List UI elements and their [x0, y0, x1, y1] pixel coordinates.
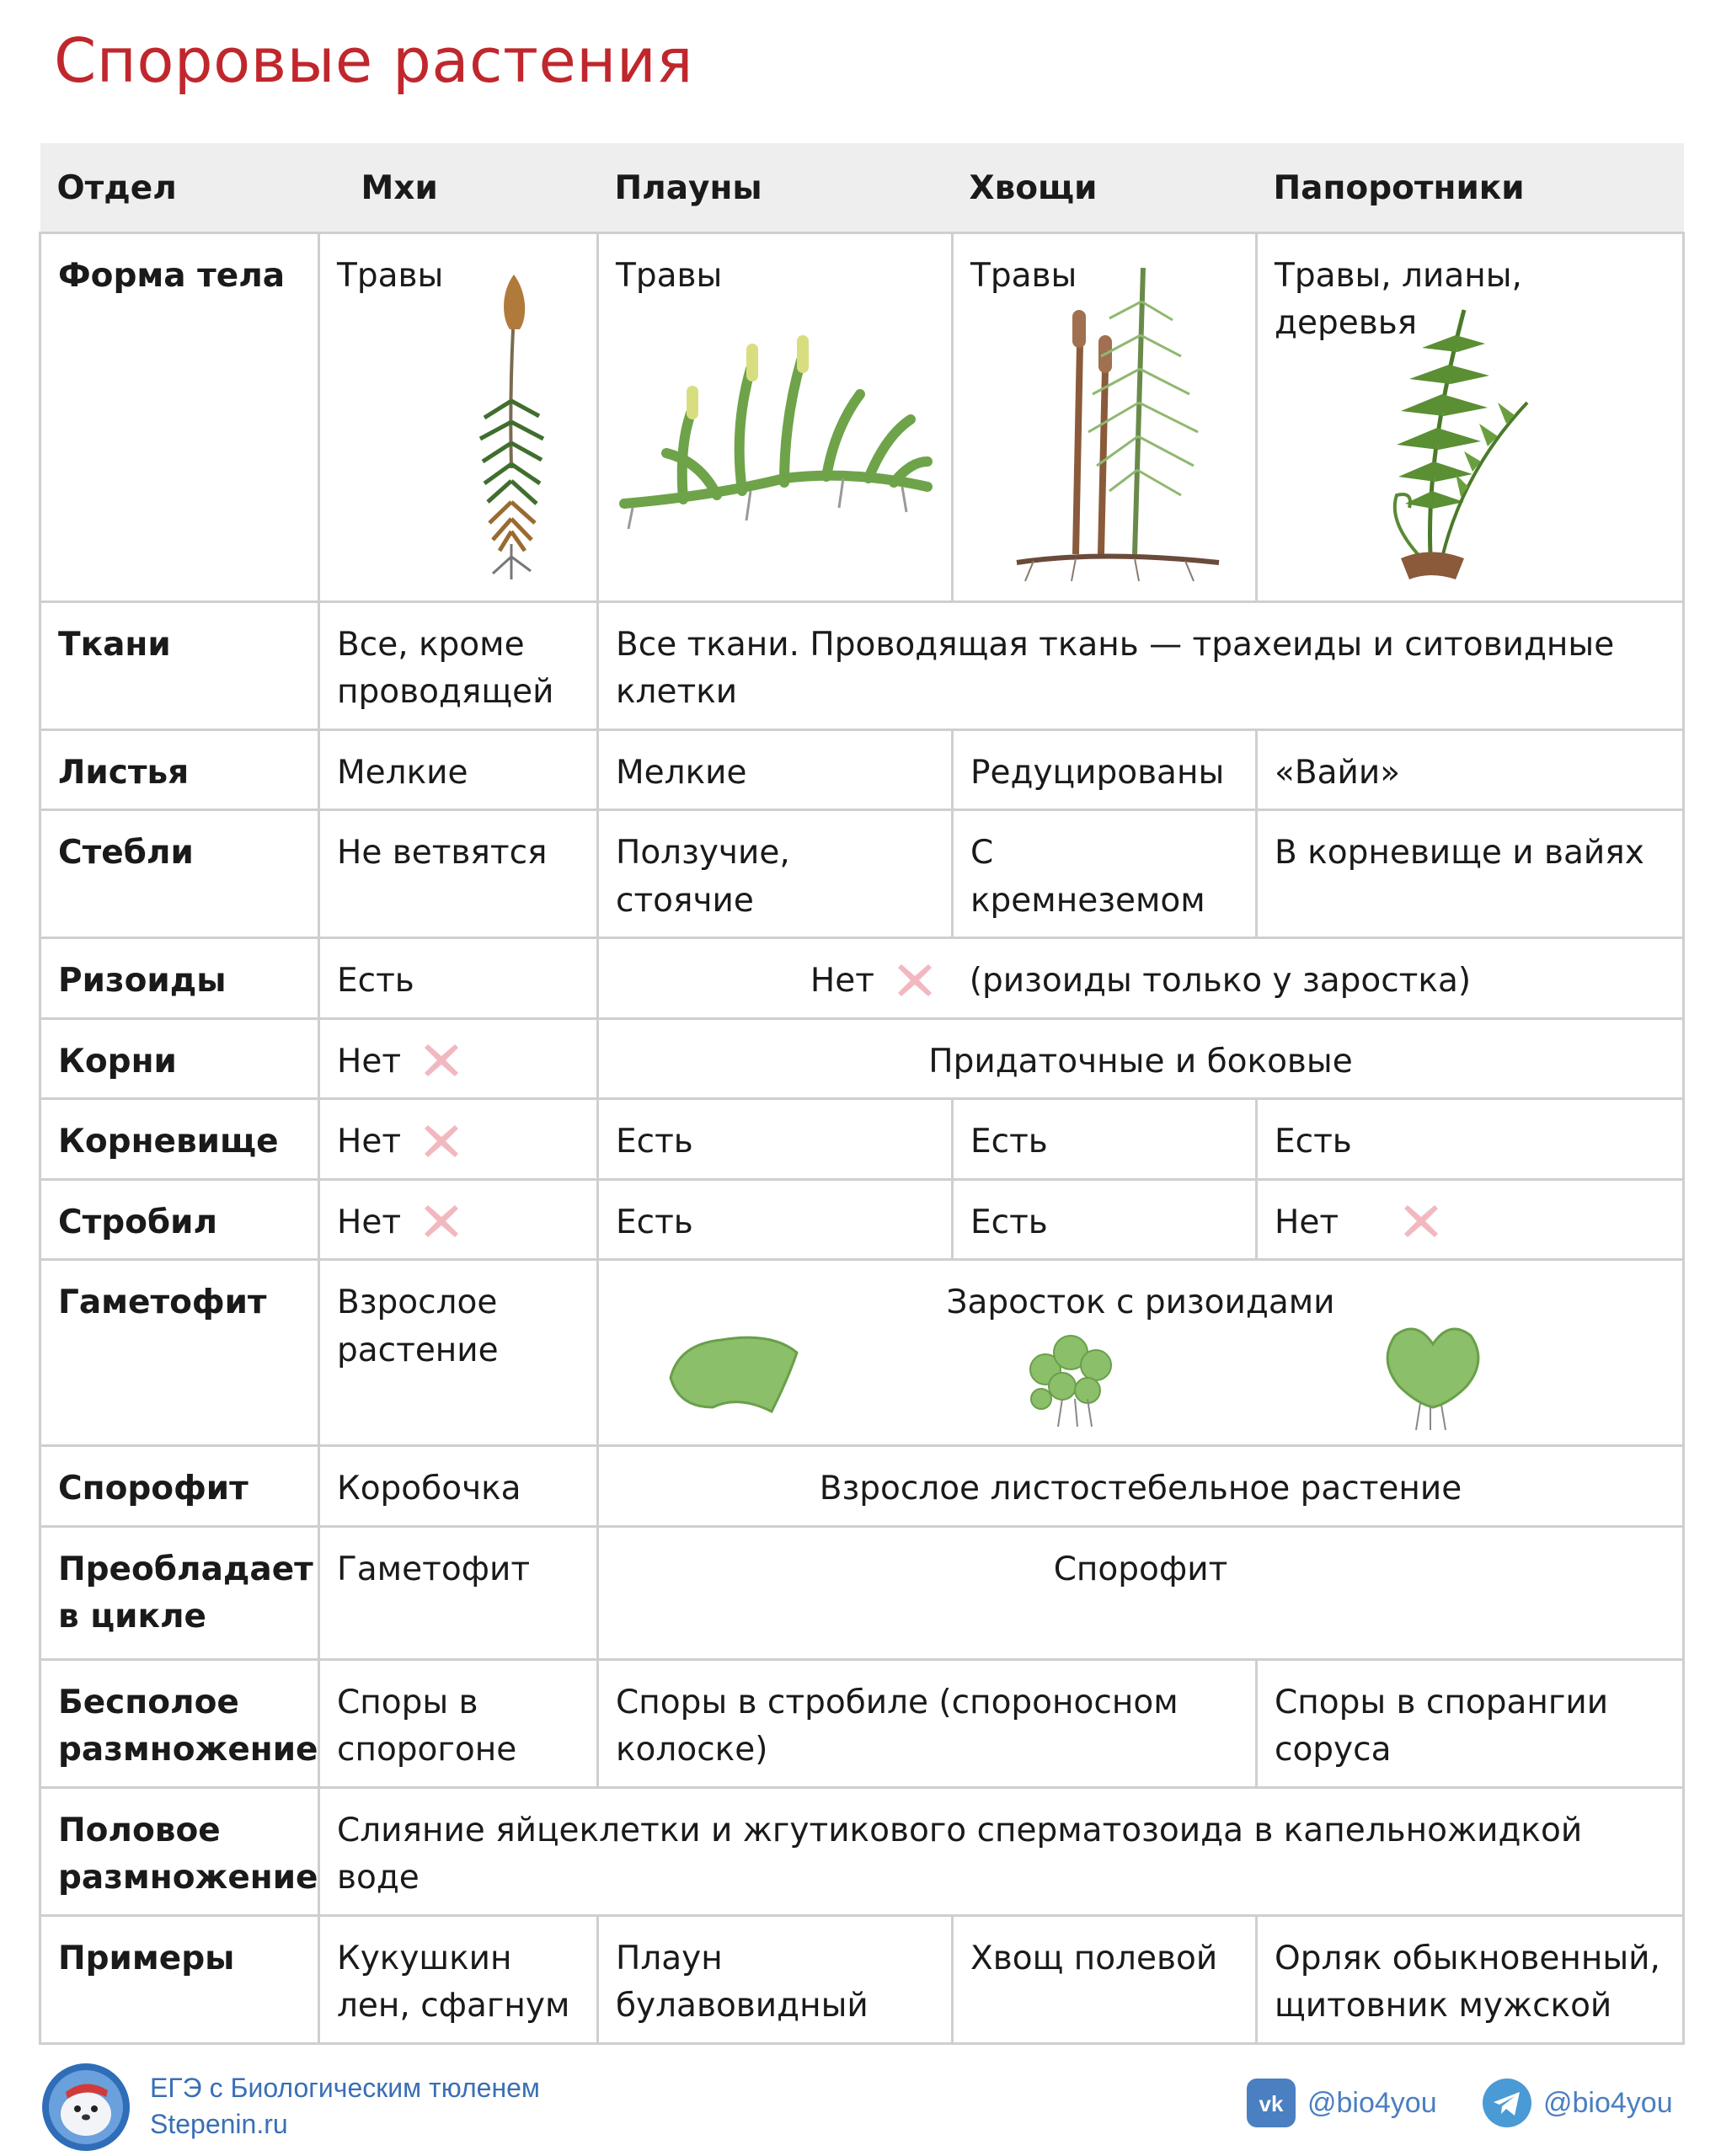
- cell-text: Травы: [970, 256, 1077, 295]
- cell-others-rhizoids: [598, 938, 1684, 1019]
- cell-mosses-strobilus: [319, 1179, 598, 1260]
- fern-illustration: [1338, 302, 1540, 588]
- cell-clubmosses-horsetails-asexual: Споры в стробиле (спороносном колоске): [598, 1659, 1257, 1787]
- moss-illustration: [459, 266, 569, 586]
- table-row: [40, 938, 1684, 1019]
- cell-horsetails-examples: Хвощ полевой: [953, 1915, 1257, 2043]
- cell-mosses-stems: Не ветвятся: [319, 810, 598, 938]
- table-row: [40, 232, 1684, 601]
- cell-mosses-rhizome: [319, 1099, 598, 1180]
- telegram-link[interactable]: [1483, 2079, 1673, 2127]
- cell-others-sporophyte: Взрослое листостебельное растение: [598, 1446, 1684, 1527]
- row-label-gametophyte: Гаметофит: [40, 1260, 319, 1446]
- cell-mosses-asexual: Споры в спорогоне: [319, 1659, 598, 1787]
- table-row: [40, 1787, 1684, 1915]
- footer-branding: [150, 2070, 540, 2143]
- header-mosses: Мхи: [319, 143, 598, 232]
- cell-text: Нет: [337, 1123, 402, 1161]
- header-clubmosses: Плауны: [598, 143, 953, 232]
- cell-mosses-tissues: Все, кроме проводящей: [319, 601, 598, 729]
- cell-text: Нет: [1275, 1203, 1339, 1241]
- cross-mark-icon: [1399, 1198, 1443, 1242]
- prothallus-illustration: [1378, 1319, 1488, 1433]
- header-ferns: Папоротники: [1257, 143, 1684, 232]
- row-label-body-form: Форма тела: [40, 232, 319, 601]
- cell-mosses-examples: Кукушкин лен, сфагнум: [319, 1915, 598, 2043]
- row-label-sporophyte: Спорофит: [40, 1446, 319, 1527]
- prothallus-illustrations: [616, 1327, 1665, 1433]
- row-label-roots: Корни: [40, 1018, 319, 1099]
- header-division: Отдел: [40, 143, 319, 232]
- table-row: [40, 1659, 1684, 1787]
- cell-text: Травы: [337, 256, 444, 295]
- table-row: [40, 1179, 1684, 1260]
- table-header-row: [40, 143, 1684, 232]
- telegram-handle: @bio4you: [1543, 2086, 1673, 2119]
- cell-text: Нет: [337, 1042, 402, 1081]
- clubmoss-illustration: [616, 335, 936, 579]
- cell-others-dominant: Спорофит: [598, 1526, 1684, 1659]
- vk-handle: @bio4you: [1307, 2086, 1437, 2119]
- cell-all-sexual: Слияние яйцеклетки и жгутикового сперматозоида в капельножидкой воде: [319, 1787, 1684, 1915]
- cross-mark-icon: [420, 1038, 463, 1081]
- vk-link[interactable]: [1247, 2079, 1437, 2127]
- cell-mosses-sporophyte: Коробочка: [319, 1446, 598, 1527]
- row-label-rhizoids: Ризоиды: [40, 938, 319, 1019]
- row-label-sexual: Половое размножение: [40, 1787, 319, 1915]
- cell-others-gametophyte: [598, 1260, 1684, 1446]
- cell-clubmosses-rhizome: Есть: [598, 1099, 953, 1180]
- vk-icon: [1247, 2079, 1296, 2127]
- table-row: [40, 729, 1684, 810]
- svg-text:vk: vk: [1259, 2091, 1284, 2116]
- cell-mosses-body-form: [319, 232, 598, 601]
- cell-mosses-rhizoids: Есть: [319, 938, 598, 1019]
- footer: [0, 2055, 1721, 2148]
- header-horsetails: Хвощи: [953, 143, 1257, 232]
- cell-clubmosses-leaves: Мелкие: [598, 729, 953, 810]
- row-label-stems: Стебли: [40, 810, 319, 938]
- cell-others-roots: Придаточные и боковые: [598, 1018, 1684, 1099]
- row-label-examples: Примеры: [40, 1915, 319, 2043]
- footer-brand-name: ЕГЭ с Биологическим тюленем: [150, 2073, 540, 2103]
- horsetail-illustration: [1000, 251, 1227, 588]
- footer-website-link[interactable]: Stepenin.ru: [150, 2109, 288, 2140]
- row-label-strobilus: Стробил: [40, 1179, 319, 1260]
- cell-ferns-body-form: [1257, 232, 1684, 601]
- cell-horsetails-stems: С кремнеземом: [953, 810, 1257, 938]
- cell-ferns-examples: Орляк обыкновенный, щитовник мужской: [1257, 1915, 1684, 2043]
- table-row: [40, 601, 1684, 729]
- cross-mark-icon: [420, 1198, 463, 1242]
- cell-mosses-dominant: Гаметофит: [319, 1526, 598, 1659]
- cell-text: Травы, лианы, деревья: [1275, 256, 1522, 343]
- cell-ferns-asexual: Споры в спорангии соруса: [1257, 1659, 1684, 1787]
- cell-ferns-leaves: «Вайи»: [1257, 729, 1684, 810]
- table-row: [40, 1018, 1684, 1099]
- cell-others-tissues: Все ткани. Проводящая ткань — трахеиды и ситовидные клетки: [598, 601, 1684, 729]
- cell-mosses-roots: [319, 1018, 598, 1099]
- rhizoids-note-text: (ризоиды только у заростка): [969, 962, 1472, 1001]
- cell-ferns-stems: В корневище и вайях: [1257, 810, 1684, 938]
- cell-horsetails-leaves: Редуцированы: [953, 729, 1257, 810]
- cell-clubmosses-stems: Ползучие, стоячие: [598, 810, 953, 938]
- cell-clubmosses-examples: Плаун булавовидный: [598, 1915, 953, 2043]
- row-label-rhizome: Корневище: [40, 1099, 319, 1180]
- cell-horsetails-body-form: [953, 232, 1257, 601]
- cell-clubmosses-body-form: [598, 232, 953, 601]
- row-label-dominant: Преобладает в цикле: [40, 1526, 319, 1659]
- cross-mark-icon: [893, 958, 937, 1001]
- table-row: [40, 1446, 1684, 1527]
- cell-mosses-gametophyte: Взрослое растение: [319, 1260, 598, 1446]
- row-label-asexual: Бесполое размножение: [40, 1659, 319, 1787]
- table-row: [40, 1099, 1684, 1180]
- cell-clubmosses-strobilus: Есть: [598, 1179, 953, 1260]
- row-label-tissues: Ткани: [40, 601, 319, 729]
- seal-logo-icon: [40, 2062, 131, 2153]
- rhizoids-no-text: Нет: [810, 962, 874, 1001]
- page-title: Споровые растения: [54, 25, 693, 96]
- cell-mosses-leaves: Мелкие: [319, 729, 598, 810]
- cell-horsetails-strobilus: Есть: [953, 1179, 1257, 1260]
- prothallus-illustration: [662, 1327, 805, 1420]
- telegram-icon: [1483, 2079, 1531, 2127]
- row-label-leaves: Листья: [40, 729, 319, 810]
- table-row: [40, 1915, 1684, 2043]
- cell-text: Нет: [337, 1203, 402, 1241]
- cell-ferns-strobilus: [1257, 1179, 1684, 1260]
- cross-mark-icon: [420, 1118, 463, 1162]
- cell-ferns-rhizome: Есть: [1257, 1099, 1684, 1180]
- table-row: [40, 1260, 1684, 1446]
- cell-text: Заросток с ризоидами: [946, 1283, 1335, 1322]
- table-row: [40, 810, 1684, 938]
- spore-plants-table: [39, 143, 1685, 2045]
- cell-horsetails-rhizome: Есть: [953, 1099, 1257, 1180]
- cell-text: Травы: [616, 256, 723, 295]
- prothallus-illustration: [1012, 1319, 1130, 1428]
- table-row: [40, 1526, 1684, 1659]
